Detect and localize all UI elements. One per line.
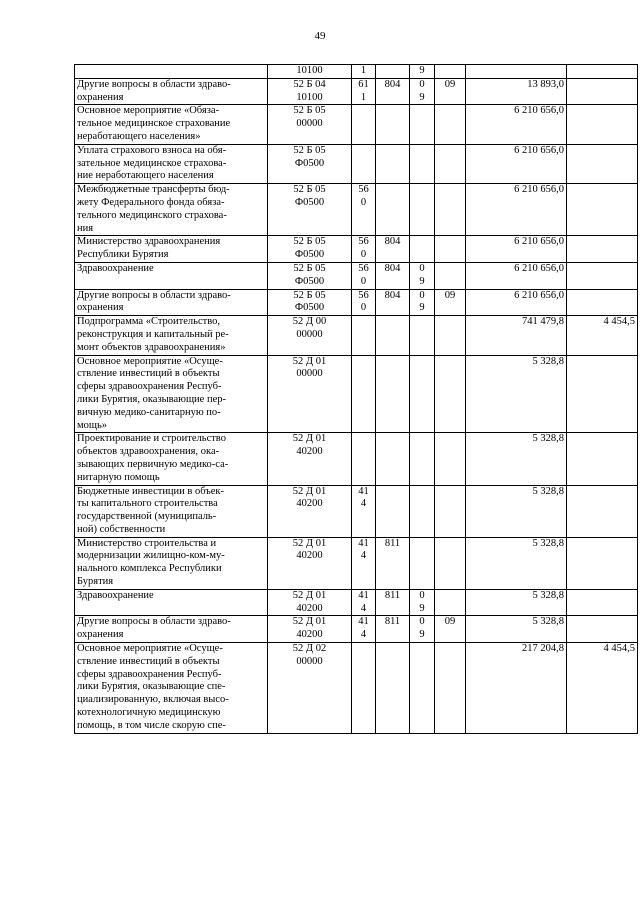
- item-name-line: Республики Бурятия: [77, 249, 169, 261]
- subsection-code-line: 09: [444, 78, 456, 90]
- section-code-cell: [410, 485, 435, 537]
- target-code-cell: [268, 105, 352, 144]
- target-code-line: 40200: [296, 629, 323, 641]
- ministry-code-cell: [376, 355, 410, 433]
- amount2-cell: [567, 105, 638, 144]
- target-code-cell: [268, 236, 352, 263]
- item-name-cell: [75, 643, 268, 734]
- expense-type-line: 61: [358, 78, 369, 90]
- target-code-line: 10100: [296, 91, 323, 103]
- item-name-cell: [75, 236, 268, 263]
- amount2-cell: 4 454,5: [567, 643, 638, 734]
- item-name-line: ния: [77, 222, 94, 234]
- budget-table-body: [75, 65, 638, 734]
- subsection-code-cell: [435, 262, 466, 289]
- section-code-cell: [410, 316, 435, 355]
- ministry-code-cell: [376, 485, 410, 537]
- item-name-line: вичную медико-санитарную по-: [77, 406, 221, 418]
- item-name-line: Другие вопросы в области здраво-: [77, 616, 231, 628]
- expense-type-line: 0: [360, 302, 367, 314]
- item-name-line: неработающего населения»: [77, 130, 201, 142]
- ministry-code-line: 804: [384, 289, 401, 301]
- item-name-cell: [75, 485, 268, 537]
- target-code-cell: [268, 289, 352, 316]
- section-code-cell: [410, 144, 435, 183]
- section-code-line: 9: [419, 602, 425, 614]
- target-code-line: 40200: [296, 602, 323, 614]
- ministry-code-line: 811: [384, 616, 401, 628]
- item-name-line: ты капитального строительства: [77, 498, 218, 510]
- subsection-code-cell: [435, 289, 466, 316]
- table-row: [75, 236, 638, 263]
- target-code-cell: [268, 78, 352, 105]
- table-row: [75, 262, 638, 289]
- target-code-line: 52 Д 01: [292, 485, 327, 497]
- section-code-cell: [410, 616, 435, 643]
- item-name-line: Межбюджетные трансферты бюд-: [77, 184, 230, 196]
- section-code-cell: [410, 184, 435, 236]
- table-row: [75, 184, 638, 236]
- item-name-line: ной) собственности: [77, 523, 166, 535]
- amount-cell: 6 210 656,0: [466, 262, 567, 289]
- item-name-line: жету Федерального фонда обяза-: [77, 196, 225, 208]
- table-row: [75, 78, 638, 105]
- ministry-code-cell: [376, 289, 410, 316]
- subsection-code-cell: [435, 105, 466, 144]
- item-name-line: охранения: [77, 302, 124, 314]
- amount2-cell: [567, 289, 638, 316]
- expense-type-line: 0: [360, 196, 367, 208]
- item-name-line: модернизации жилищно-ком-му-: [77, 550, 225, 562]
- target-code-line: 52 Б 05: [293, 236, 326, 248]
- ministry-code-cell: [376, 316, 410, 355]
- amount-cell: 6 210 656,0: [466, 144, 567, 183]
- target-code-line: 52 Б 05: [293, 262, 326, 274]
- expense-type-line: 56: [358, 184, 369, 196]
- section-code-line: 9: [419, 65, 425, 76]
- target-code-cell: [268, 589, 352, 616]
- amount2-cell: [567, 78, 638, 105]
- subsection-code-cell: [435, 589, 466, 616]
- target-code-line: 40200: [296, 498, 323, 510]
- item-name-line: Министерство здравоохранения: [77, 236, 221, 248]
- ministry-code-cell: [376, 537, 410, 589]
- expense-type-cell: [352, 184, 376, 236]
- target-code-line: 52 Д 01: [292, 433, 327, 445]
- ministry-code-line: 804: [384, 262, 401, 274]
- item-name-line: тельного медицинского страхова-: [77, 209, 227, 221]
- section-code-cell: [410, 589, 435, 616]
- section-code-line: 9: [419, 91, 425, 103]
- amount-cell: [466, 65, 567, 79]
- target-code-line: 00000: [296, 328, 323, 340]
- target-code-cell: [268, 184, 352, 236]
- subsection-code-line: 09: [444, 289, 456, 301]
- section-code-line: 0: [419, 78, 425, 90]
- expense-type-line: 41: [358, 616, 369, 628]
- subsection-code-cell: [435, 616, 466, 643]
- table-row: [75, 355, 638, 433]
- target-code-line: 00000: [296, 655, 323, 667]
- expense-type-cell: [352, 643, 376, 734]
- item-name-line: лики Бурятия, оказывающие спе-: [77, 681, 226, 693]
- expense-type-cell: [352, 144, 376, 183]
- expense-type-line: 0: [360, 249, 367, 261]
- section-code-cell: [410, 433, 435, 485]
- amount2-cell: [567, 537, 638, 589]
- ministry-code-cell: [376, 262, 410, 289]
- expense-type-cell: [352, 589, 376, 616]
- target-code-line: 52 Б 05: [293, 184, 326, 196]
- item-name-line: Здравоохранение: [77, 262, 154, 274]
- ministry-code-cell: [376, 433, 410, 485]
- budget-table: [74, 64, 638, 734]
- section-code-line: 9: [419, 629, 425, 641]
- ministry-code-line: 811: [384, 589, 401, 601]
- target-code-line: Ф0500: [294, 157, 325, 169]
- target-code-line: Ф0500: [294, 249, 325, 261]
- amount-cell: 5 328,8: [466, 433, 567, 485]
- target-code-cell: [268, 485, 352, 537]
- section-code-cell: [410, 105, 435, 144]
- amount-cell: 5 328,8: [466, 485, 567, 537]
- item-name-cell: [75, 589, 268, 616]
- item-name-line: монт объектов здравоохранения»: [77, 341, 226, 353]
- expense-type-cell: [352, 236, 376, 263]
- amount-cell: 217 204,8: [466, 643, 567, 734]
- ministry-code-cell: [376, 78, 410, 105]
- target-code-cell: [268, 355, 352, 433]
- page-number: 49: [314, 30, 326, 42]
- item-name-line: Основное мероприятие «Осуще-: [77, 643, 223, 655]
- table-row: [75, 616, 638, 643]
- item-name-line: тельное медицинское страхование: [77, 118, 231, 130]
- section-code-cell: [410, 262, 435, 289]
- amount-cell: 6 210 656,0: [466, 289, 567, 316]
- subsection-code-cell: [435, 316, 466, 355]
- item-name-line: Уплата страхового взноса на обя-: [77, 144, 227, 156]
- amount-cell: 5 328,8: [466, 537, 567, 589]
- subsection-code-cell: [435, 65, 466, 79]
- item-name-line: государственной (муниципаль-: [77, 511, 217, 523]
- table-row: [75, 65, 638, 79]
- item-name-cell: [75, 105, 268, 144]
- target-code-cell: [268, 65, 352, 79]
- expense-type-cell: [352, 289, 376, 316]
- amount-cell: 5 328,8: [466, 355, 567, 433]
- target-code-cell: [268, 316, 352, 355]
- expense-type-line: 4: [360, 629, 367, 641]
- amount-cell: 6 210 656,0: [466, 236, 567, 263]
- target-code-line: Ф0500: [294, 302, 325, 314]
- target-code-line: 10100: [296, 65, 323, 76]
- table-row: [75, 643, 638, 734]
- expense-type-line: 1: [360, 65, 367, 76]
- table-row: [75, 485, 638, 537]
- item-name-line: Подпрограмма «Строительство,: [77, 316, 220, 328]
- amount2-cell: [567, 485, 638, 537]
- item-name-cell: [75, 355, 268, 433]
- expense-type-line: 56: [358, 262, 369, 274]
- ministry-code-cell: [376, 589, 410, 616]
- item-name-line: сферы здравоохранения Респуб-: [77, 381, 222, 393]
- section-code-cell: [410, 643, 435, 734]
- expense-type-cell: [352, 433, 376, 485]
- target-code-line: 52 Д 02: [292, 643, 327, 655]
- subsection-code-cell: [435, 144, 466, 183]
- section-code-line: 0: [419, 262, 425, 274]
- table-row: [75, 144, 638, 183]
- expense-type-line: 4: [360, 550, 367, 562]
- table-row: [75, 537, 638, 589]
- item-name-line: нитарную помощь: [77, 471, 160, 483]
- target-code-line: 00000: [296, 368, 323, 380]
- target-code-line: 52 Д 01: [292, 589, 327, 601]
- expense-type-line: 41: [358, 537, 369, 549]
- subsection-code-cell: [435, 537, 466, 589]
- ministry-code-cell: [376, 616, 410, 643]
- subsection-code-cell: [435, 485, 466, 537]
- target-code-line: Ф0500: [294, 275, 325, 287]
- target-code-line: 52 Б 05: [293, 144, 326, 156]
- amount-cell: 5 328,8: [466, 589, 567, 616]
- target-code-line: 52 Д 00: [292, 316, 327, 328]
- item-name-line: зательное медицинское страхова-: [77, 157, 227, 169]
- expense-type-line: 41: [358, 485, 369, 497]
- item-name-cell: [75, 262, 268, 289]
- section-code-cell: [410, 78, 435, 105]
- item-name-cell: [75, 289, 268, 316]
- expense-type-line: 1: [360, 91, 367, 103]
- table-row: [75, 589, 638, 616]
- item-name-line: котехнологичную медицинскую: [77, 707, 221, 719]
- ministry-code-cell: [376, 105, 410, 144]
- section-code-cell: [410, 289, 435, 316]
- expense-type-line: 56: [358, 289, 369, 301]
- amount2-cell: [567, 355, 638, 433]
- subsection-code-line: 09: [444, 616, 456, 628]
- item-name-line: циализированную, включая высо-: [77, 694, 229, 706]
- item-name-line: Основное мероприятие «Осуще-: [77, 355, 223, 367]
- target-code-line: 52 Б 04: [293, 78, 326, 90]
- expense-type-cell: [352, 616, 376, 643]
- item-name-cell: [75, 144, 268, 183]
- section-code-cell: [410, 537, 435, 589]
- item-name-cell: [75, 616, 268, 643]
- expense-type-cell: [352, 262, 376, 289]
- target-code-cell: [268, 144, 352, 183]
- amount-cell: 741 479,8: [466, 316, 567, 355]
- subsection-code-cell: [435, 355, 466, 433]
- amount2-cell: [567, 433, 638, 485]
- ministry-code-cell: [376, 184, 410, 236]
- expense-type-cell: [352, 65, 376, 79]
- amount2-cell: [567, 589, 638, 616]
- amount-cell: 13 893,0: [466, 78, 567, 105]
- expense-type-cell: [352, 105, 376, 144]
- section-code-cell: [410, 65, 435, 79]
- amount2-cell: [567, 236, 638, 263]
- item-name-line: Бурятия: [77, 576, 114, 588]
- target-code-line: 52 Б 05: [293, 289, 326, 301]
- expense-type-cell: [352, 316, 376, 355]
- target-code-line: 52 Д 01: [292, 537, 327, 549]
- subsection-code-cell: [435, 433, 466, 485]
- item-name-cell: [75, 537, 268, 589]
- item-name-line: ние неработающего населения: [77, 170, 214, 182]
- item-name-line: Основное мероприятие «Обяза-: [77, 105, 220, 117]
- item-name-cell: [75, 184, 268, 236]
- target-code-cell: [268, 433, 352, 485]
- item-name-line: реконструкция и капитальный ре-: [77, 328, 229, 340]
- item-name-cell: [75, 433, 268, 485]
- item-name-line: ствление инвестиций в объекты: [77, 655, 220, 667]
- amount-cell: 6 210 656,0: [466, 184, 567, 236]
- item-name-line: Другие вопросы в области здраво-: [77, 289, 231, 301]
- section-code-line: 9: [419, 275, 425, 287]
- item-name-line: Проектирование и строительство: [77, 433, 226, 445]
- expense-type-cell: [352, 78, 376, 105]
- item-name-line: Министерство строительства и: [77, 537, 217, 549]
- expense-type-line: 56: [358, 236, 369, 248]
- item-name-line: Бюджетные инвестиции в объек-: [77, 485, 225, 497]
- item-name-line: помощь, в том числе скорую спе-: [77, 719, 226, 731]
- table-row: [75, 289, 638, 316]
- item-name-line: объектов здравоохранения, ока-: [77, 446, 220, 458]
- item-name-line: Другие вопросы в области здраво-: [77, 78, 231, 90]
- item-name-line: лики Бурятия, оказывающие пер-: [77, 393, 226, 405]
- target-code-line: 52 Д 01: [292, 616, 327, 628]
- amount2-cell: [567, 144, 638, 183]
- target-code-line: 00000: [296, 118, 323, 130]
- section-code-cell: [410, 355, 435, 433]
- item-name-line: зывающих первичную медико-са-: [77, 458, 229, 470]
- expense-type-cell: [352, 537, 376, 589]
- section-code-line: 0: [419, 589, 425, 601]
- amount-cell: 5 328,8: [466, 616, 567, 643]
- ministry-code-cell: [376, 144, 410, 183]
- table-row: [75, 316, 638, 355]
- item-name-line: охранения: [77, 629, 124, 641]
- subsection-code-cell: [435, 643, 466, 734]
- target-code-cell: [268, 537, 352, 589]
- expense-type-cell: [352, 485, 376, 537]
- ministry-code-cell: [376, 65, 410, 79]
- ministry-code-line: 804: [384, 78, 401, 90]
- subsection-code-cell: [435, 184, 466, 236]
- amount2-cell: [567, 616, 638, 643]
- section-code-line: 0: [419, 289, 425, 301]
- section-code-line: 9: [419, 302, 425, 314]
- amount2-cell: 4 454,5: [567, 316, 638, 355]
- target-code-line: Ф0500: [294, 196, 325, 208]
- subsection-code-cell: [435, 236, 466, 263]
- expense-type-line: 4: [360, 498, 367, 510]
- target-code-line: 40200: [296, 550, 323, 562]
- ministry-code-cell: [376, 643, 410, 734]
- target-code-line: 52 Д 01: [292, 355, 327, 367]
- target-code-line: 52 Б 05: [293, 105, 326, 117]
- amount2-cell: [567, 262, 638, 289]
- ministry-code-line: 804: [384, 236, 401, 248]
- expense-type-cell: [352, 355, 376, 433]
- amount2-cell: [567, 184, 638, 236]
- target-code-cell: [268, 616, 352, 643]
- section-code-cell: [410, 236, 435, 263]
- item-name-cell: [75, 316, 268, 355]
- expense-type-line: 41: [358, 589, 369, 601]
- item-name-cell: [75, 65, 268, 79]
- expense-type-line: 4: [360, 602, 367, 614]
- item-name-line: Здравоохранение: [77, 589, 154, 601]
- item-name-cell: [75, 78, 268, 105]
- item-name-line: нального комплекса Республики: [77, 563, 222, 575]
- table-row: [75, 105, 638, 144]
- target-code-line: 40200: [296, 446, 323, 458]
- item-name-line: сферы здравоохранения Респуб-: [77, 668, 222, 680]
- table-row: [75, 433, 638, 485]
- item-name-line: мощь»: [77, 419, 108, 431]
- ministry-code-line: 811: [384, 537, 401, 549]
- item-name-line: охранения: [77, 91, 124, 103]
- section-code-line: 0: [419, 616, 425, 628]
- subsection-code-cell: [435, 78, 466, 105]
- expense-type-line: 0: [360, 275, 367, 287]
- amount-cell: 6 210 656,0: [466, 105, 567, 144]
- target-code-cell: [268, 262, 352, 289]
- amount2-cell: [567, 65, 638, 79]
- item-name-line: ствление инвестиций в объекты: [77, 368, 220, 380]
- target-code-cell: [268, 643, 352, 734]
- ministry-code-cell: [376, 236, 410, 263]
